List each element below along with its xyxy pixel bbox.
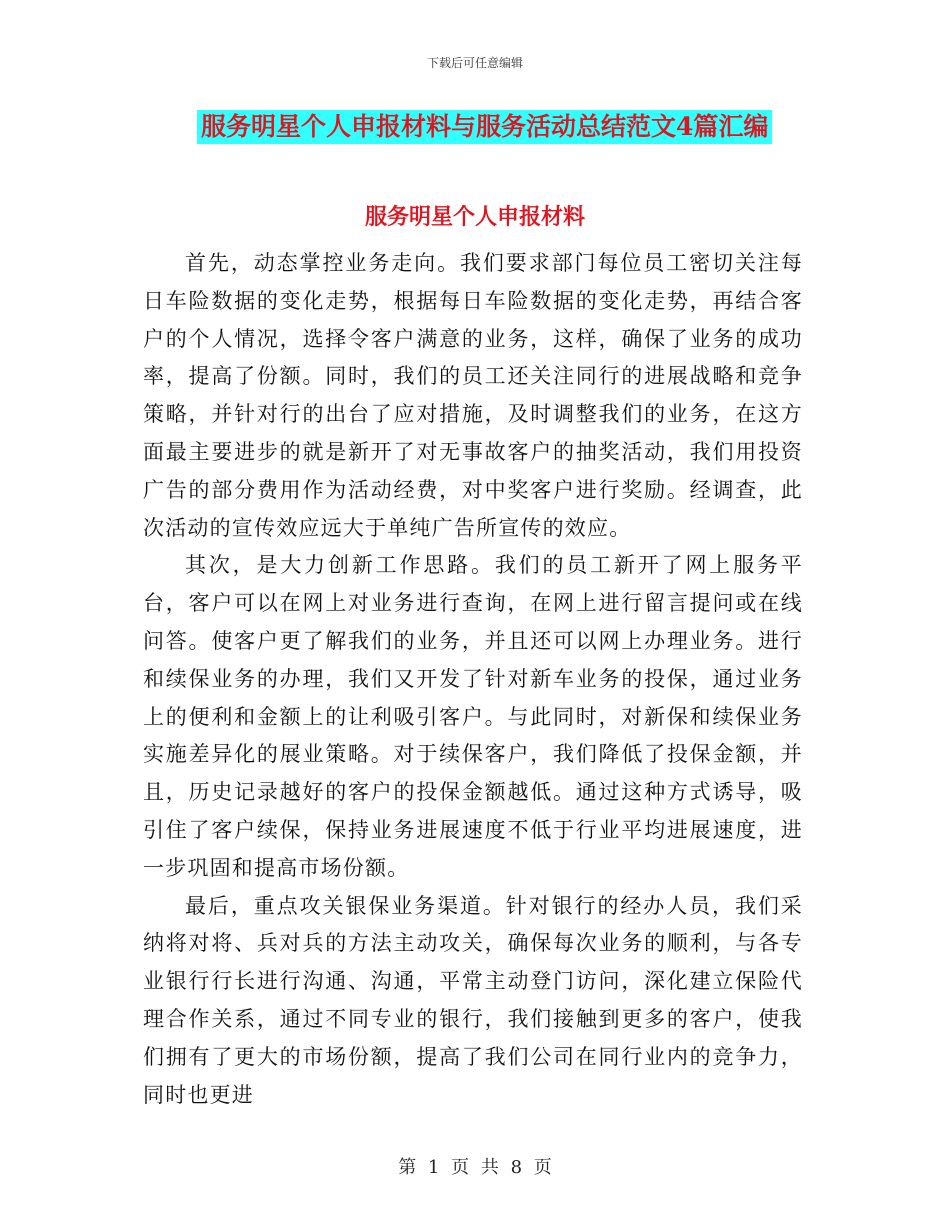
body-paragraph: 最后，重点攻关银保业务渠道。针对银行的经办人员，我们采纳将对将、兵对兵的方法主动攻关，确保每次业务的顺利，与各专业银行行长进行沟通、沟通，平常主动登门访问，深化建立保险代理合作关系，通过不同专业的银行，我们接触到更多的客户，使我们拥有了更大的市场份额，提高了我们公司在同行业内的竞争力，同时也更进 — [143, 893, 803, 1107]
document-title: 服务明星个人申报材料与服务活动总结范文4篇汇编 — [197, 110, 772, 144]
document-body — [143, 245, 803, 1114]
body-paragraph: 首先，动态掌控业务走向。我们要求部门每位员工密切关注每日车险数据的变化走势，根据每日车险数据的变化走势，再结合客户的个人情况，选择令客户满意的业务，这样，确保了业务的成功率，提高了份额。同时，我们的员工还关注同行的进展战略和竞争策略，并针对行的出台了应对措施，及时调整我们的业务，在这方面最主要进步的就是新开了对无事故客户的抽奖活动，我们用投资广告的部分费用作为活动经费，对中奖客户进行奖励。经调查，此次活动的宣传效应远大于单纯广告所宣传的效应。 — [143, 251, 803, 540]
page-header-note: 下载后可任意编辑 — [426, 56, 523, 70]
page-footer-number: 第 1 页 共 8 页 — [398, 1157, 552, 1178]
body-paragraph: 其次，是大力创新工作思路。我们的员工新开了网上服务平台，客户可以在网上对业务进行查询，在网上进行留言提问或在线问答。使客户更了解我们的业务，并且还可以网上办理业务。进行和续保业务的办理，我们又开发了针对新车业务的投保，通过业务上的便利和金额上的让利吸引客户。与此同时，对新保和续保业务实施差异化的展业策略。对于续保客户，我们降低了投保金额，并且，历史记录越好的客户的投保金额越低。通过这种方式诱导，吸引住了客户续保，保持业务进展速度不低于行业平均进展速度，进一步巩固和提高市场份额。 — [143, 553, 803, 880]
section-title: 服务明星个人申报材料 — [364, 204, 585, 230]
